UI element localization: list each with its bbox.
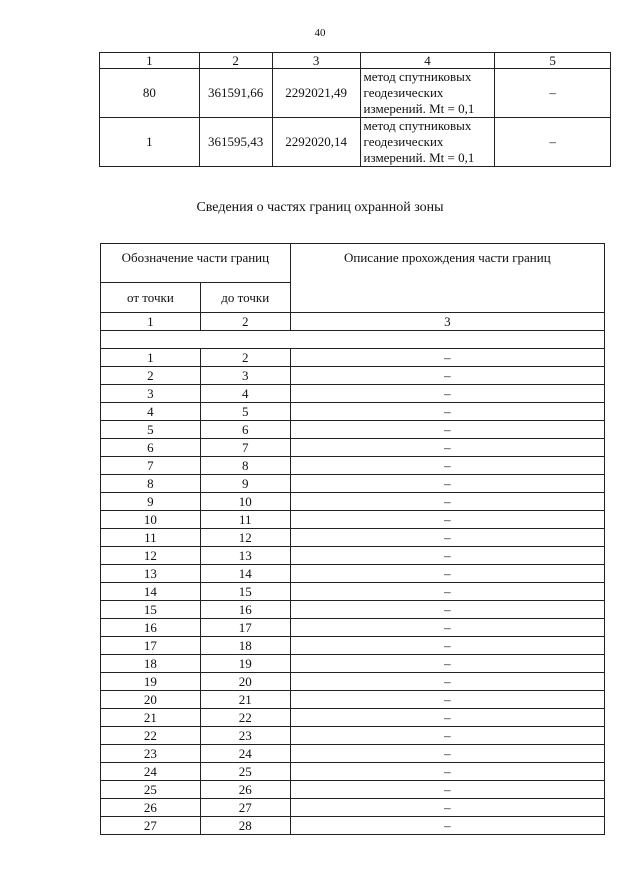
boundary-part-row xyxy=(101,763,605,781)
description: – xyxy=(290,619,604,637)
from-point: 17 xyxy=(101,637,201,655)
from-point: 8 xyxy=(101,475,201,493)
from-point: 22 xyxy=(101,727,201,745)
boundary-part-row xyxy=(101,385,605,403)
to-point: 23 xyxy=(200,727,290,745)
method-cell xyxy=(360,118,495,167)
to-point: 8 xyxy=(200,457,290,475)
description: – xyxy=(290,385,604,403)
from-point: 21 xyxy=(101,709,201,727)
description: – xyxy=(290,403,604,421)
boundary-part-row xyxy=(101,349,605,367)
from-point: 10 xyxy=(101,511,201,529)
coordinates-table xyxy=(99,52,611,167)
method-cell xyxy=(360,69,495,118)
to-point: 26 xyxy=(200,781,290,799)
description: – xyxy=(290,709,604,727)
description: – xyxy=(290,439,604,457)
from-point: 24 xyxy=(101,763,201,781)
header-cell: 5 xyxy=(495,53,611,69)
from-point: 25 xyxy=(101,781,201,799)
point-number: 1 xyxy=(100,118,200,167)
coordinates-header-row xyxy=(100,53,611,69)
to-point: 25 xyxy=(200,763,290,781)
description: – xyxy=(290,799,604,817)
boundary-part-row xyxy=(101,457,605,475)
from-point: 14 xyxy=(101,583,201,601)
method-line: метод спутниковых xyxy=(363,118,472,133)
description: – xyxy=(290,367,604,385)
from-point: 18 xyxy=(101,655,201,673)
from-point: 5 xyxy=(101,421,201,439)
method-line: метод спутниковых xyxy=(363,69,472,84)
col5-cell: – xyxy=(495,69,611,118)
description: – xyxy=(290,493,604,511)
boundary-part-row xyxy=(101,817,605,835)
from-point: 16 xyxy=(101,619,201,637)
description: – xyxy=(290,457,604,475)
description: – xyxy=(290,817,604,835)
from-point-header: от точки xyxy=(101,283,201,313)
y-coordinate: 2292020,14 xyxy=(272,118,360,167)
column-number: 2 xyxy=(200,313,290,331)
group-header: Обозначение части границ xyxy=(101,244,291,283)
boundary-part-row xyxy=(101,619,605,637)
to-point: 14 xyxy=(200,565,290,583)
from-point: 23 xyxy=(101,745,201,763)
description: – xyxy=(290,511,604,529)
from-point: 4 xyxy=(101,403,201,421)
from-point: 12 xyxy=(101,547,201,565)
boundary-part-row xyxy=(101,547,605,565)
description: – xyxy=(290,727,604,745)
to-point: 28 xyxy=(200,817,290,835)
boundary-part-row xyxy=(101,637,605,655)
to-point: 15 xyxy=(200,583,290,601)
method-line: геодезических xyxy=(363,134,444,149)
to-point: 19 xyxy=(200,655,290,673)
to-point: 7 xyxy=(200,439,290,457)
column-numbers-row xyxy=(101,313,605,331)
to-point: 3 xyxy=(200,367,290,385)
header-cell: 4 xyxy=(360,53,495,69)
to-point: 21 xyxy=(200,691,290,709)
boundary-part-row xyxy=(101,403,605,421)
to-point-header: до точки xyxy=(200,283,290,313)
header-cell: 2 xyxy=(199,53,272,69)
description: – xyxy=(290,565,604,583)
to-point: 6 xyxy=(200,421,290,439)
description-header: Описание прохождения части границ xyxy=(290,244,604,313)
boundary-part-row xyxy=(101,655,605,673)
to-point: 12 xyxy=(200,529,290,547)
from-point: 7 xyxy=(101,457,201,475)
boundary-part-row xyxy=(101,799,605,817)
from-point: 19 xyxy=(101,673,201,691)
to-point: 17 xyxy=(200,619,290,637)
boundary-parts-table xyxy=(100,243,605,835)
to-point: 10 xyxy=(200,493,290,511)
from-point: 15 xyxy=(101,601,201,619)
description: – xyxy=(290,655,604,673)
method-line: измерений. Mt = 0,1 xyxy=(363,150,475,165)
from-point: 2 xyxy=(101,367,201,385)
boundary-part-row xyxy=(101,493,605,511)
to-point: 22 xyxy=(200,709,290,727)
boundary-part-row xyxy=(101,367,605,385)
to-point: 16 xyxy=(200,601,290,619)
coordinates-row xyxy=(100,69,611,118)
description: – xyxy=(290,475,604,493)
to-point: 27 xyxy=(200,799,290,817)
boundary-part-row xyxy=(101,565,605,583)
header-cell: 1 xyxy=(100,53,200,69)
description: – xyxy=(290,637,604,655)
description: – xyxy=(290,745,604,763)
description: – xyxy=(290,547,604,565)
boundary-part-row xyxy=(101,709,605,727)
coordinates-row xyxy=(100,118,611,167)
description: – xyxy=(290,691,604,709)
boundary-part-row xyxy=(101,727,605,745)
point-number: 80 xyxy=(100,69,200,118)
from-point: 13 xyxy=(101,565,201,583)
boundary-part-row xyxy=(101,421,605,439)
from-point: 27 xyxy=(101,817,201,835)
from-point: 1 xyxy=(101,349,201,367)
method-line: геодезических xyxy=(363,85,444,100)
description: – xyxy=(290,763,604,781)
section-title: Сведения о частях границ охранной зоны xyxy=(196,200,444,215)
from-point: 20 xyxy=(101,691,201,709)
to-point: 2 xyxy=(200,349,290,367)
boundary-part-row xyxy=(101,439,605,457)
to-point: 5 xyxy=(200,403,290,421)
to-point: 4 xyxy=(200,385,290,403)
to-point: 11 xyxy=(200,511,290,529)
from-point: 9 xyxy=(101,493,201,511)
x-coordinate: 361595,43 xyxy=(199,118,272,167)
from-point: 26 xyxy=(101,799,201,817)
spacer-row xyxy=(101,331,605,349)
boundary-part-row xyxy=(101,601,605,619)
to-point: 9 xyxy=(200,475,290,493)
boundary-part-row xyxy=(101,583,605,601)
spacer-cell xyxy=(101,331,605,349)
boundary-part-row xyxy=(101,511,605,529)
boundary-part-row xyxy=(101,745,605,763)
description: – xyxy=(290,673,604,691)
description: – xyxy=(290,529,604,547)
to-point: 20 xyxy=(200,673,290,691)
method-line: измерений. Mt = 0,1 xyxy=(363,101,475,116)
boundary-part-row xyxy=(101,673,605,691)
from-point: 11 xyxy=(101,529,201,547)
to-point: 13 xyxy=(200,547,290,565)
boundary-part-row xyxy=(101,691,605,709)
description: – xyxy=(290,601,604,619)
page-number: 40 xyxy=(314,27,326,39)
column-number: 3 xyxy=(290,313,604,331)
group-header-row xyxy=(101,244,605,283)
header-cell: 3 xyxy=(272,53,360,69)
from-point: 6 xyxy=(101,439,201,457)
y-coordinate: 2292021,49 xyxy=(272,69,360,118)
boundary-part-row xyxy=(101,529,605,547)
from-point: 3 xyxy=(101,385,201,403)
column-number: 1 xyxy=(101,313,201,331)
boundary-part-row xyxy=(101,475,605,493)
description: – xyxy=(290,781,604,799)
to-point: 18 xyxy=(200,637,290,655)
x-coordinate: 361591,66 xyxy=(199,69,272,118)
description: – xyxy=(290,583,604,601)
description: – xyxy=(290,421,604,439)
col5-cell: – xyxy=(495,118,611,167)
description: – xyxy=(290,349,604,367)
to-point: 24 xyxy=(200,745,290,763)
boundary-part-row xyxy=(101,781,605,799)
